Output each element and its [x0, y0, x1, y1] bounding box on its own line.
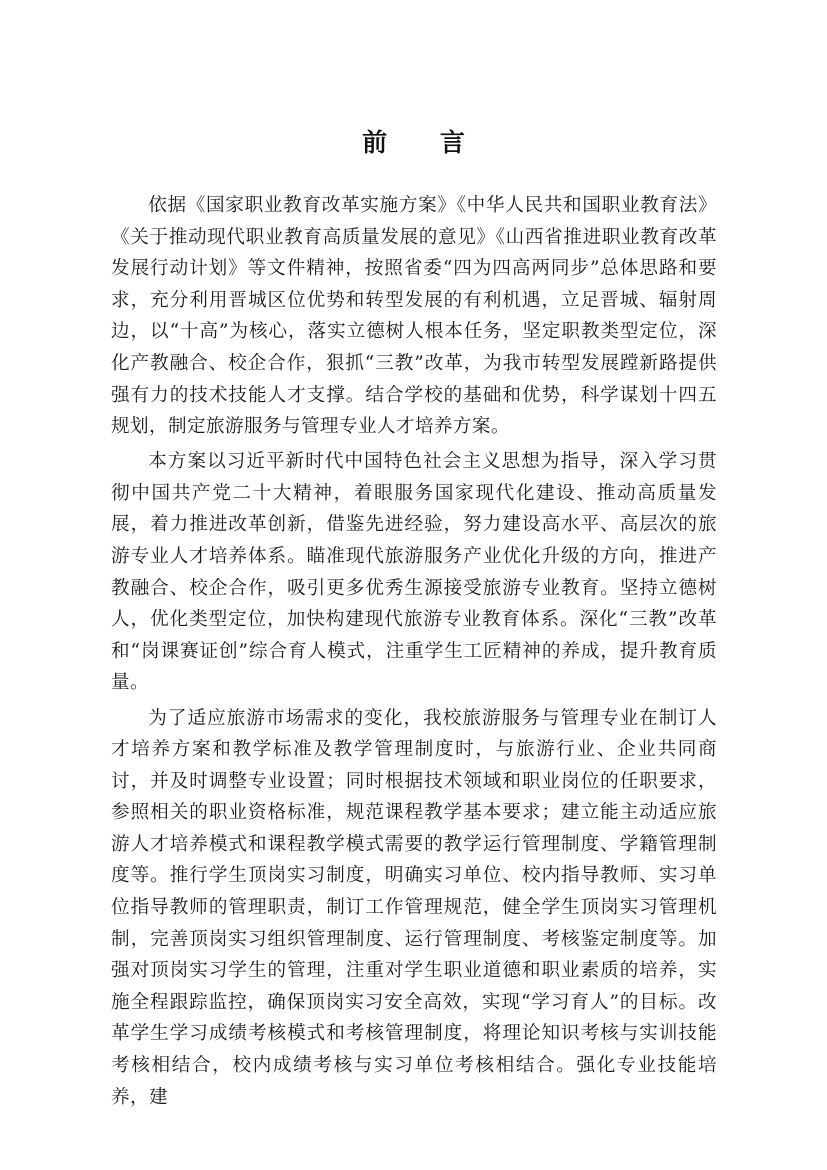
document-body — [111, 190, 717, 1117]
paragraph-3: 为了适应旅游市场需求的变化，我校旅游服务与管理专业在制订人才培养方案和教学标准及教学管理制度时，与旅游行业、企业共同商讨，并及时调整专业设置；同时根据技术领域和职业岗位的任职要求，参照相关的职业资格标准，规范课程教学基本要求；建立能主动适应旅游人才培养模式和课程教学模式需要的教学运行管理制度、学籍管理制度等。推行学生顶岗实习制度，明确实习单位、校内指导教师、实习单位指导教师的管理职责，制订工作管理规范，健全学生顶岗实习管理机制，完善顶岗实习组织管理制度、运行管理制度、考核鉴定制度等。加强对顶岗实习学生的管理，注重对学生职业道德和职业素质的培养，实施全程跟踪监控，确保顶岗实习安全高效，实现“学习育人”的目标。改革学生学习成绩考核模式和考核管理制度，将理论知识考核与实训技能考核相结合，校内成绩考核与实习单位考核相结合。强化专业技能培养，建 — [111, 707, 717, 1108]
paragraph-1: 依据《国家职业教育改革实施方案》《中华人民共和国职业教育法》《关于推动现代职业教育高质量发展的意见》《山西省推进职业教育改革发展行动计划》等文件精神，按照省委“四为四高两同步”总体思路和要求，充分利用晋城区位优势和转型发展的有利机遇，立足晋城、辐射周边，以“十高”为核心，落实立德树人根本任务，坚定职教类型定位，深化产教融合、校企合作，狠抓“三教”改革，为我市转型发展蹚新路提供强有力的技术技能人才支撑。结合学校的基础和优势，科学谋划十四五规划，制定旅游服务与管理专业人才培养方案。 — [111, 195, 717, 438]
page-title: 前 言 — [362, 128, 487, 157]
paragraph-2: 本方案以习近平新时代中国特色社会主义思想为指导，深入学习贯彻中国共产党二十大精神，着眼服务国家现代化建设、推动高质量发展，着力推进改革创新，借鉴先进经验，努力建设高水平、高层次的旅游专业人才培养体系。瞄准现代旅游服务产业优化升级的方向，推进产教融合、校企合作，吸引更多优秀生源接受旅游专业教育。坚持立德树人，优化类型定位，加快构建现代旅游专业教育体系。深化“三教”改革和“岗课赛证创”综合育人模式，注重学生工匠精神的养成，提升教育质量。 — [111, 451, 717, 694]
